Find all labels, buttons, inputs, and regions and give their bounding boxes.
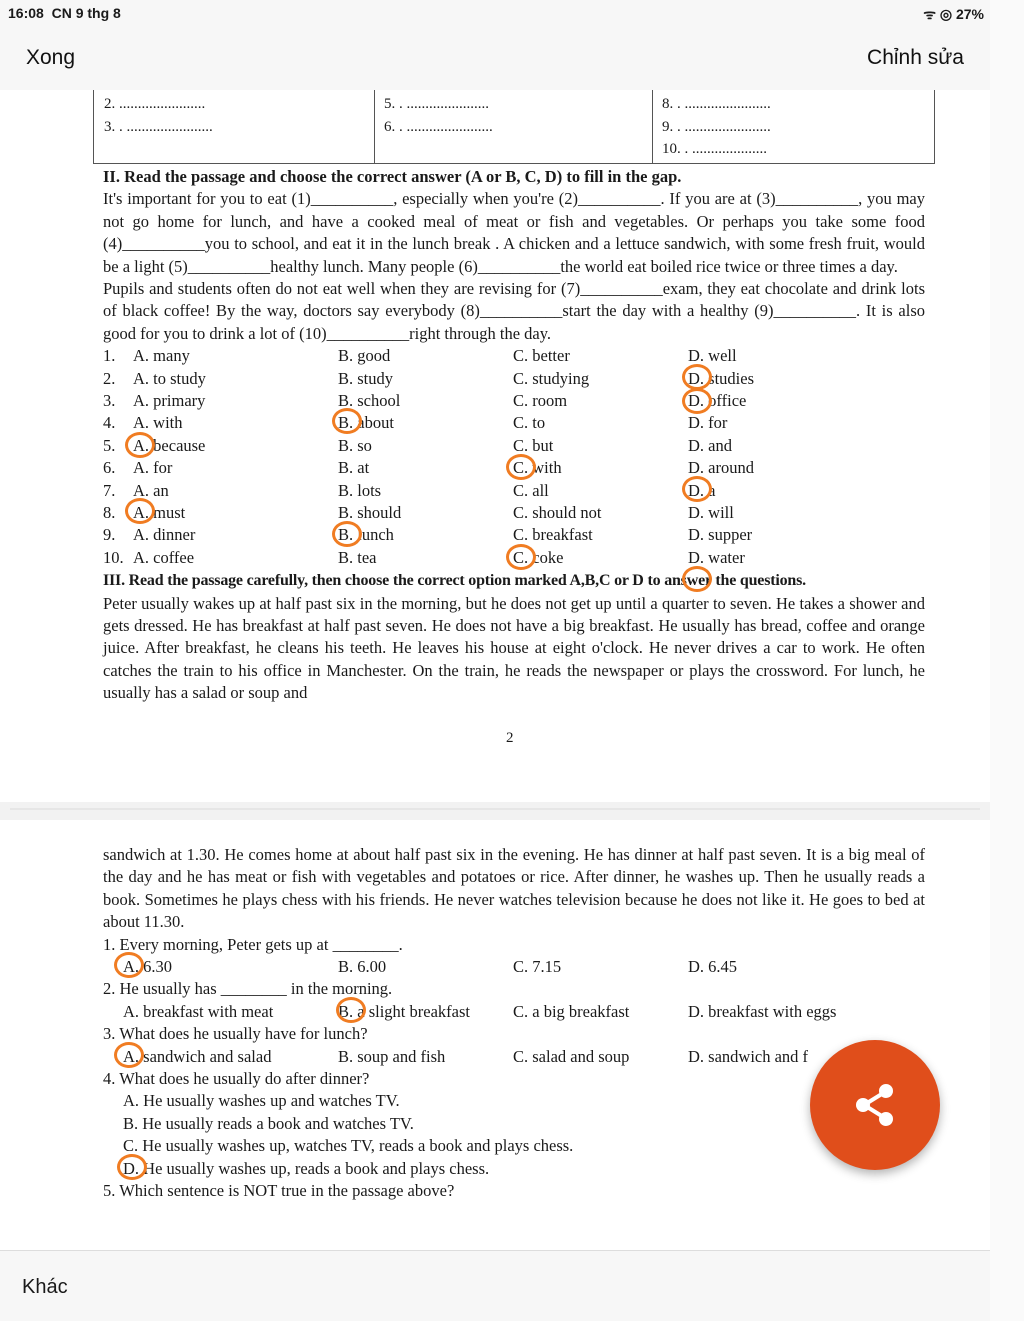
option-number: 1. bbox=[103, 346, 116, 366]
option-number: 10. bbox=[103, 547, 124, 567]
option: D. sandwich and f bbox=[688, 1046, 809, 1066]
option-number: 8. bbox=[103, 502, 116, 522]
option: A. an bbox=[133, 480, 169, 500]
done-button[interactable]: Xong bbox=[26, 46, 76, 69]
section-2-heading: II. Read the passage and choose the correct answer (A or B, C, D) to fill in the gap. bbox=[103, 167, 682, 186]
share-icon bbox=[850, 1080, 900, 1130]
answer-mark bbox=[682, 388, 712, 414]
option: D. supper bbox=[688, 525, 753, 545]
option: C. a big breakfast bbox=[513, 1001, 630, 1021]
option: A. for bbox=[133, 458, 173, 478]
other-button[interactable]: Khác bbox=[22, 1276, 68, 1298]
option: B. should bbox=[338, 502, 402, 522]
page-number: 2 bbox=[506, 730, 514, 746]
top-nav-bar bbox=[0, 28, 990, 90]
right-edge bbox=[990, 0, 1024, 1321]
option: C. all bbox=[513, 480, 549, 500]
option: B. study bbox=[338, 368, 394, 388]
option-row bbox=[103, 435, 925, 457]
option: D. for bbox=[688, 413, 728, 433]
option: C. coke bbox=[513, 547, 564, 567]
option-number: 5. bbox=[103, 435, 116, 455]
option: D. and bbox=[688, 435, 732, 455]
question-2: 2. He usually has ________ in the morning. bbox=[103, 979, 393, 999]
option: A. to study bbox=[133, 368, 206, 388]
option-row bbox=[103, 345, 925, 367]
option: D. a bbox=[688, 480, 716, 500]
answer-mark bbox=[682, 364, 712, 390]
option: C. to bbox=[513, 413, 546, 433]
share-button[interactable] bbox=[810, 1040, 940, 1170]
question-4: 4. What does he usually do after dinner? bbox=[103, 1069, 370, 1089]
document-page-1 bbox=[0, 90, 990, 802]
answer-mark bbox=[114, 952, 144, 978]
section-2-paragraph-1: It's important for you to eat (1)__________, especially when you're (2)__________. If you are at (3)__________, you may not go home for lunch, and have a cooked meal of meat or fish and vegetables. Or perhaps you take some food (4)__________you to school, and eat it in the lunch break . A chicken and a lettuce sandwich, with some fresh fruit, would be a light (5)__________healthy lunch. Many people (6)__________the world eat boiled rice twice or three times a day. bbox=[103, 189, 925, 276]
option-number: 2. bbox=[103, 368, 116, 388]
section-3-continued bbox=[103, 844, 925, 1202]
option: B. school bbox=[338, 391, 401, 411]
grid-cell: 3. . ....................... bbox=[104, 119, 213, 135]
option: C. better bbox=[513, 346, 570, 366]
option: C. should not bbox=[513, 502, 602, 522]
option: B. a slight breakfast bbox=[338, 1001, 470, 1021]
option: A. dinner bbox=[133, 525, 196, 545]
answer-mark bbox=[125, 498, 155, 524]
option-row bbox=[103, 368, 925, 390]
section-3-paragraph-1: Peter usually wakes up at half past six in the morning, but he does not get up until a quarter to seven. He takes a shower and gets dressed. He has breakfast at half past seven. He does not have a big breakfast. He usually has bread, coffee and orange juice. After breakfast, he cleans his teeth. He leaves his house at eight o'clock. He never drives a car to work. He often catches the train to his office in Manchester. On the train, he reads the newspaper or plays the crossword. For lunch, he usually has a salad or soup and bbox=[103, 593, 925, 703]
option: A. He usually washes up and watches TV. bbox=[123, 1091, 400, 1111]
option-number: 7. bbox=[103, 480, 116, 500]
option: B. about bbox=[338, 413, 394, 433]
option: B. good bbox=[338, 346, 391, 366]
question-1-options bbox=[103, 956, 925, 978]
page-divider bbox=[10, 808, 980, 810]
option: B. at bbox=[338, 458, 370, 478]
bottom-bar bbox=[0, 1250, 990, 1321]
option: D. He usually washes up, reads a book and plays chess. bbox=[123, 1158, 490, 1178]
answer-mark bbox=[682, 566, 712, 592]
option-number: 6. bbox=[103, 458, 116, 478]
answer-mark bbox=[506, 544, 536, 570]
option: D. studies bbox=[688, 368, 754, 388]
option: B. 6.00 bbox=[338, 957, 387, 977]
option: D. well bbox=[688, 346, 737, 366]
grid-cell: 9. . ....................... bbox=[662, 119, 771, 135]
section-2-paragraph-2: Pupils and students often do not eat well when they are revising for (7)__________exam, they eat chocolate and drink lots of black coffee! By the way, doctors say everybody (8)__________start the day with a healthy (9)__________. It is also good for you to drink a lot of (10)__________right through the day. bbox=[103, 279, 925, 343]
answer-mark bbox=[332, 408, 362, 434]
answer-mark bbox=[506, 454, 536, 480]
option: A. 6.30 bbox=[123, 957, 173, 977]
answer-mark bbox=[117, 1154, 147, 1180]
option: A. because bbox=[133, 435, 206, 455]
option: C. studying bbox=[513, 368, 590, 388]
section-2 bbox=[103, 166, 925, 705]
option: C. room bbox=[513, 391, 568, 411]
option: B. lots bbox=[338, 480, 382, 500]
option: A. many bbox=[133, 346, 190, 366]
option: C. He usually washes up, watches TV, reads a book and plays chess. bbox=[123, 1136, 574, 1156]
option: A. with bbox=[133, 413, 183, 433]
answer-mark bbox=[114, 1042, 144, 1068]
option: D. water bbox=[688, 547, 745, 567]
option: C. 7.15 bbox=[513, 957, 562, 977]
option: B. tea bbox=[338, 547, 377, 567]
option: D. breakfast with eggs bbox=[688, 1001, 837, 1021]
option-number: 9. bbox=[103, 525, 116, 545]
question-3-options bbox=[103, 1046, 925, 1068]
question-2-options bbox=[103, 1001, 925, 1023]
option: D. around bbox=[688, 458, 754, 478]
question-5: 5. Which sentence is NOT true in the passage above? bbox=[103, 1181, 455, 1201]
option: A. primary bbox=[133, 391, 206, 411]
option: B. lunch bbox=[338, 525, 394, 545]
option: A. breakfast with meat bbox=[123, 1001, 274, 1021]
answer-mark bbox=[336, 997, 366, 1023]
grid-cell: 10. . .................... bbox=[662, 141, 767, 157]
answer-mark bbox=[682, 476, 712, 502]
option: C. with bbox=[513, 458, 562, 478]
grid-cell: 6. . ....................... bbox=[384, 119, 493, 135]
option: D. will bbox=[688, 502, 734, 522]
option: A. coffee bbox=[133, 547, 195, 567]
status-indicators: ᯤ ◎ 27% bbox=[923, 6, 984, 22]
option: B. He usually reads a book and watches TV. bbox=[123, 1113, 414, 1133]
option: A. sandwich and salad bbox=[123, 1046, 272, 1066]
option-row bbox=[103, 502, 925, 524]
question-3: 3. What does he usually have for lunch? bbox=[103, 1024, 368, 1044]
document-page-2 bbox=[0, 820, 990, 1250]
answer-mark bbox=[332, 521, 362, 547]
option-row bbox=[103, 480, 925, 502]
option-row bbox=[103, 390, 925, 412]
question-1: 1. Every morning, Peter gets up at ________. bbox=[103, 934, 403, 954]
option: C. but bbox=[513, 435, 554, 455]
section-3-paragraph-2: sandwich at 1.30. He comes home at about half past six in the evening. He has dinner at half past seven. It is a big meal of the day and he has meat or fish with vegetables and potatoes or rice. After dinner, he washes up. Then he usually reads a book. Sometimes he plays chess with his friends. He never watches television because he does not like it. He goes to bed at about 11.30. bbox=[103, 845, 925, 932]
option: D. 6.45 bbox=[688, 957, 738, 977]
option: B. soup and fish bbox=[338, 1046, 446, 1066]
status-bar bbox=[0, 0, 1024, 28]
option-row bbox=[103, 412, 925, 434]
option-number: 3. bbox=[103, 391, 116, 411]
section-3-heading: III. Read the passage carefully, then choose the correct option marked A,B,C or D to answer the questions. bbox=[103, 572, 806, 590]
option: D. office bbox=[688, 391, 747, 411]
grid-cell: 2. ....................... bbox=[104, 96, 206, 112]
option: C. salad and soup bbox=[513, 1046, 630, 1066]
grid-cell: 5. . ...................... bbox=[384, 96, 489, 112]
grid-cell: 8. . ....................... bbox=[662, 96, 771, 112]
edit-button[interactable]: Chỉnh sửa bbox=[867, 46, 964, 69]
option-row bbox=[103, 524, 925, 546]
option: A. must bbox=[133, 502, 186, 522]
status-time: 16:08 CN 9 thg 8 bbox=[8, 5, 121, 21]
option-number: 4. bbox=[103, 413, 116, 433]
answer-mark bbox=[125, 432, 155, 458]
option: C. breakfast bbox=[513, 525, 593, 545]
option: B. so bbox=[338, 435, 372, 455]
answer-grid bbox=[93, 90, 935, 164]
